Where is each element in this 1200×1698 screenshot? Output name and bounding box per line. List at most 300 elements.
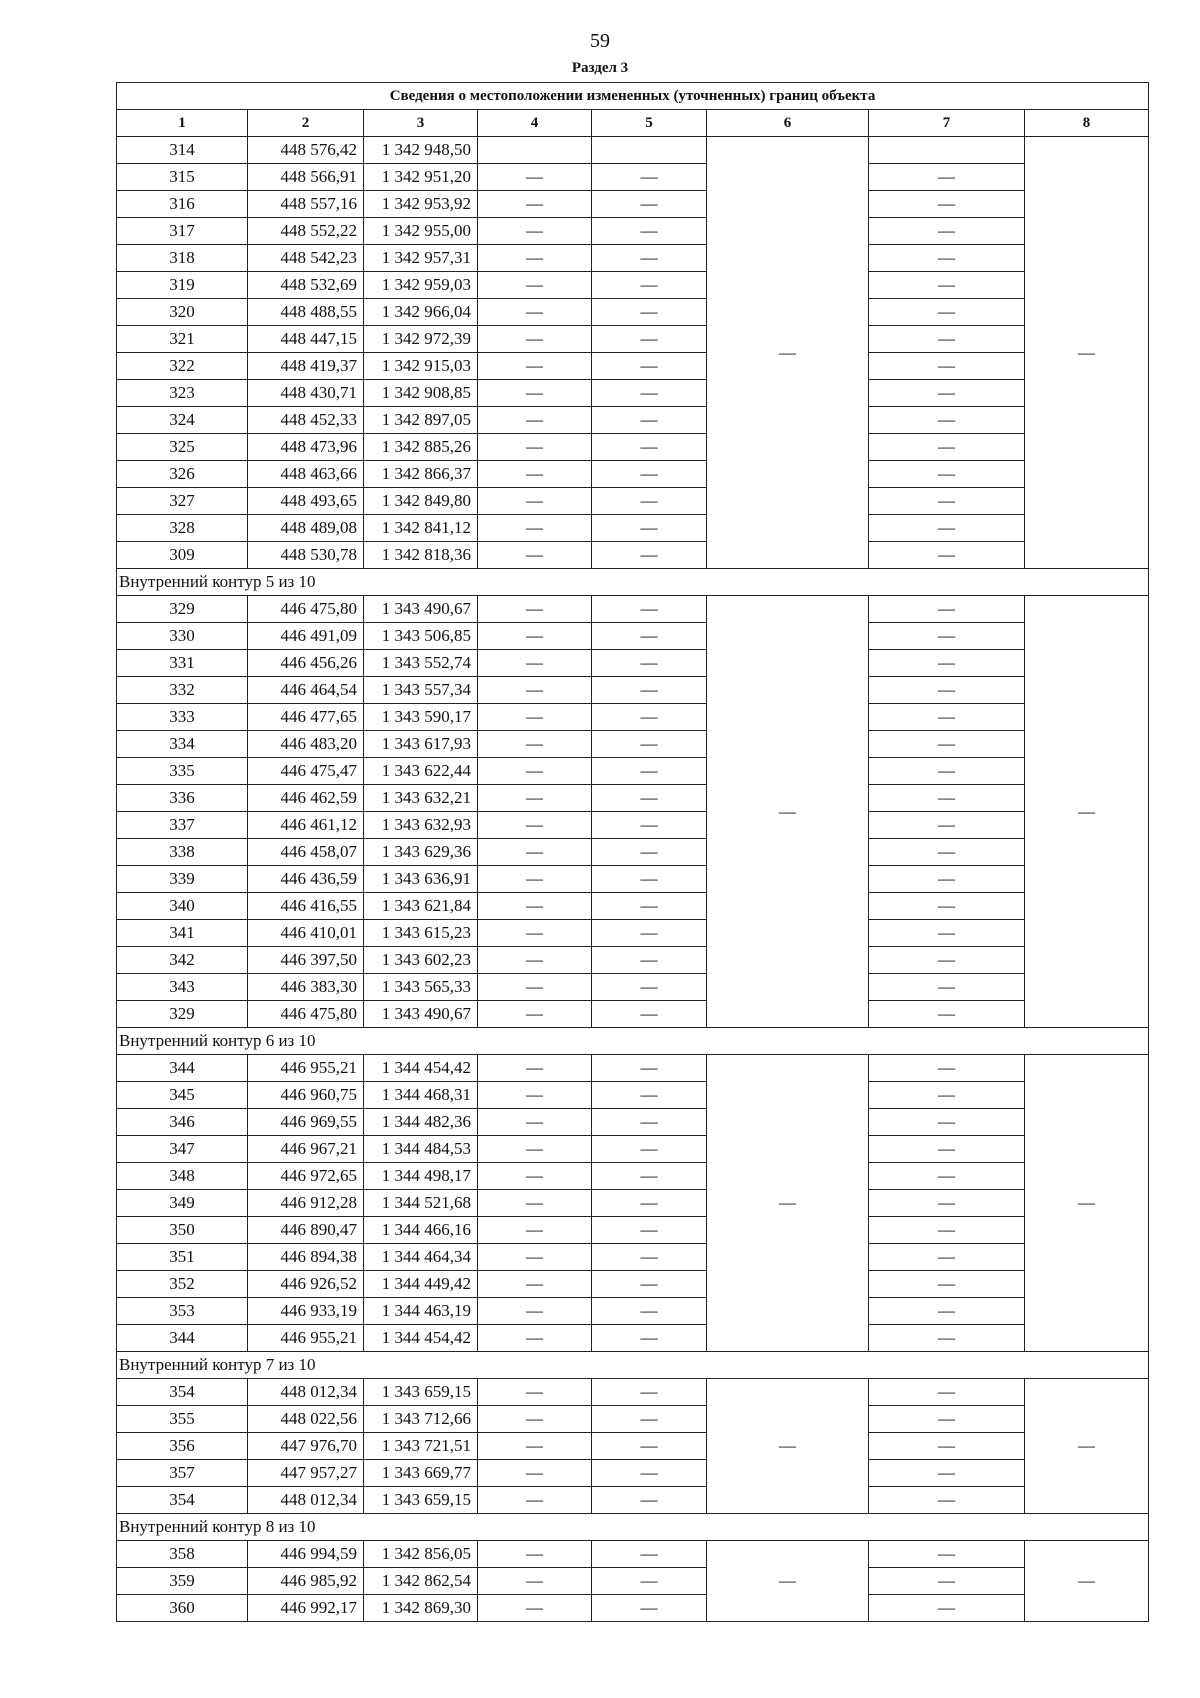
column-number: 2 bbox=[248, 110, 364, 137]
col4-cell: — bbox=[478, 1541, 592, 1568]
column-number-row bbox=[117, 110, 1149, 137]
col4-cell: — bbox=[478, 677, 592, 704]
col4-cell: — bbox=[478, 1163, 592, 1190]
y-coordinate-cell: 1 343 659,15 bbox=[364, 1379, 478, 1406]
col6-merged-cell: — bbox=[707, 137, 869, 569]
x-coordinate-cell: 448 452,33 bbox=[248, 407, 364, 434]
x-coordinate-cell: 448 557,16 bbox=[248, 191, 364, 218]
x-coordinate-cell: 446 960,75 bbox=[248, 1082, 364, 1109]
x-coordinate-cell: 448 566,91 bbox=[248, 164, 364, 191]
col5-cell: — bbox=[592, 1271, 707, 1298]
col7-cell: — bbox=[869, 1541, 1025, 1568]
y-coordinate-cell: 1 342 957,31 bbox=[364, 245, 478, 272]
point-number-cell: 346 bbox=[117, 1109, 248, 1136]
y-coordinate-cell: 1 343 632,21 bbox=[364, 785, 478, 812]
col4-cell: — bbox=[478, 1406, 592, 1433]
table-row bbox=[117, 434, 1149, 461]
table-caption: Сведения о местоположении измененных (уточненных) границ объекта bbox=[117, 83, 1149, 110]
point-number-cell: 335 bbox=[117, 758, 248, 785]
y-coordinate-cell: 1 344 449,42 bbox=[364, 1271, 478, 1298]
y-coordinate-cell: 1 342 856,05 bbox=[364, 1541, 478, 1568]
point-number-cell: 328 bbox=[117, 515, 248, 542]
col4-cell: — bbox=[478, 299, 592, 326]
table-body bbox=[117, 137, 1149, 1622]
col5-cell: — bbox=[592, 1325, 707, 1352]
x-coordinate-cell: 448 530,78 bbox=[248, 542, 364, 569]
col4-cell: — bbox=[478, 947, 592, 974]
point-number-cell: 353 bbox=[117, 1298, 248, 1325]
col4-cell: — bbox=[478, 731, 592, 758]
y-coordinate-cell: 1 343 552,74 bbox=[364, 650, 478, 677]
col5-cell: — bbox=[592, 947, 707, 974]
y-coordinate-cell: 1 342 951,20 bbox=[364, 164, 478, 191]
col4-cell: — bbox=[478, 1325, 592, 1352]
col5-cell: — bbox=[592, 596, 707, 623]
col4-cell: — bbox=[478, 164, 592, 191]
point-number-cell: 309 bbox=[117, 542, 248, 569]
table-row bbox=[117, 596, 1149, 623]
y-coordinate-cell: 1 343 565,33 bbox=[364, 974, 478, 1001]
table-row bbox=[117, 1271, 1149, 1298]
point-number-cell: 339 bbox=[117, 866, 248, 893]
col5-cell: — bbox=[592, 191, 707, 218]
col7-cell: — bbox=[869, 1595, 1025, 1622]
col4-cell: — bbox=[478, 272, 592, 299]
col7-cell: — bbox=[869, 974, 1025, 1001]
table-row bbox=[117, 974, 1149, 1001]
col5-cell: — bbox=[592, 650, 707, 677]
table-row bbox=[117, 515, 1149, 542]
y-coordinate-cell: 1 342 862,54 bbox=[364, 1568, 478, 1595]
y-coordinate-cell: 1 344 454,42 bbox=[364, 1055, 478, 1082]
col4-cell: — bbox=[478, 758, 592, 785]
col4-cell: — bbox=[478, 1082, 592, 1109]
col7-cell: — bbox=[869, 704, 1025, 731]
col5-cell: — bbox=[592, 1487, 707, 1514]
col8-merged-cell: — bbox=[1025, 1541, 1149, 1622]
col5-cell: — bbox=[592, 1568, 707, 1595]
col5-cell: — bbox=[592, 623, 707, 650]
column-number: 1 bbox=[117, 110, 248, 137]
y-coordinate-cell: 1 343 602,23 bbox=[364, 947, 478, 974]
y-coordinate-cell: 1 344 463,19 bbox=[364, 1298, 478, 1325]
point-number-cell: 321 bbox=[117, 326, 248, 353]
col4-cell: — bbox=[478, 461, 592, 488]
contour-label: Внутренний контур 5 из 10 bbox=[117, 569, 1149, 596]
col5-cell: — bbox=[592, 1109, 707, 1136]
table-row bbox=[117, 1109, 1149, 1136]
col7-cell: — bbox=[869, 1298, 1025, 1325]
col7-cell: — bbox=[869, 812, 1025, 839]
col4-cell: — bbox=[478, 218, 592, 245]
table-row bbox=[117, 218, 1149, 245]
table-row bbox=[117, 1541, 1149, 1568]
table-row bbox=[117, 1487, 1149, 1514]
point-number-cell: 317 bbox=[117, 218, 248, 245]
col7-cell: — bbox=[869, 191, 1025, 218]
table-row bbox=[117, 164, 1149, 191]
col5-cell: — bbox=[592, 1244, 707, 1271]
col7-cell: — bbox=[869, 1001, 1025, 1028]
y-coordinate-cell: 1 344 521,68 bbox=[364, 1190, 478, 1217]
table-row bbox=[117, 542, 1149, 569]
point-number-cell: 343 bbox=[117, 974, 248, 1001]
point-number-cell: 324 bbox=[117, 407, 248, 434]
col4-cell: — bbox=[478, 1487, 592, 1514]
point-number-cell: 333 bbox=[117, 704, 248, 731]
table-row bbox=[117, 488, 1149, 515]
col7-cell: — bbox=[869, 1136, 1025, 1163]
col7-cell: — bbox=[869, 1379, 1025, 1406]
col5-cell: — bbox=[592, 758, 707, 785]
x-coordinate-cell: 446 464,54 bbox=[248, 677, 364, 704]
page-number: 59 bbox=[590, 30, 610, 52]
x-coordinate-cell: 447 957,27 bbox=[248, 1460, 364, 1487]
col4-cell: — bbox=[478, 407, 592, 434]
col4-cell: — bbox=[478, 1298, 592, 1325]
col4-cell: — bbox=[478, 515, 592, 542]
col4-cell: — bbox=[478, 785, 592, 812]
x-coordinate-cell: 448 576,42 bbox=[248, 137, 364, 164]
col5-cell: — bbox=[592, 677, 707, 704]
col4-cell: — bbox=[478, 623, 592, 650]
x-coordinate-cell: 448 532,69 bbox=[248, 272, 364, 299]
col7-cell: — bbox=[869, 1055, 1025, 1082]
table-row bbox=[117, 677, 1149, 704]
col5-cell: — bbox=[592, 542, 707, 569]
col4-cell: — bbox=[478, 1244, 592, 1271]
col4-cell: — bbox=[478, 380, 592, 407]
col7-cell: — bbox=[869, 650, 1025, 677]
col7-cell: — bbox=[869, 893, 1025, 920]
y-coordinate-cell: 1 343 621,84 bbox=[364, 893, 478, 920]
point-number-cell: 357 bbox=[117, 1460, 248, 1487]
point-number-cell: 340 bbox=[117, 893, 248, 920]
col7-cell: — bbox=[869, 596, 1025, 623]
col7-cell: — bbox=[869, 785, 1025, 812]
col5-cell: — bbox=[592, 812, 707, 839]
col7-cell: — bbox=[869, 920, 1025, 947]
y-coordinate-cell: 1 342 915,03 bbox=[364, 353, 478, 380]
x-coordinate-cell: 446 969,55 bbox=[248, 1109, 364, 1136]
point-number-cell: 351 bbox=[117, 1244, 248, 1271]
x-coordinate-cell: 446 933,19 bbox=[248, 1298, 364, 1325]
point-number-cell: 354 bbox=[117, 1379, 248, 1406]
x-coordinate-cell: 448 489,08 bbox=[248, 515, 364, 542]
contour-label: Внутренний контур 7 из 10 bbox=[117, 1352, 1149, 1379]
col5-cell: — bbox=[592, 893, 707, 920]
point-number-cell: 349 bbox=[117, 1190, 248, 1217]
col7-cell: — bbox=[869, 1082, 1025, 1109]
col7-cell: — bbox=[869, 1271, 1025, 1298]
x-coordinate-cell: 446 912,28 bbox=[248, 1190, 364, 1217]
table-row bbox=[117, 461, 1149, 488]
y-coordinate-cell: 1 343 617,93 bbox=[364, 731, 478, 758]
y-coordinate-cell: 1 343 615,23 bbox=[364, 920, 478, 947]
point-number-cell: 338 bbox=[117, 839, 248, 866]
col5-cell: — bbox=[592, 704, 707, 731]
col5-cell: — bbox=[592, 245, 707, 272]
y-coordinate-cell: 1 343 557,34 bbox=[364, 677, 478, 704]
col4-cell: — bbox=[478, 596, 592, 623]
col5-cell: — bbox=[592, 461, 707, 488]
point-number-cell: 352 bbox=[117, 1271, 248, 1298]
x-coordinate-cell: 446 926,52 bbox=[248, 1271, 364, 1298]
col5-cell: — bbox=[592, 1082, 707, 1109]
y-coordinate-cell: 1 343 590,17 bbox=[364, 704, 478, 731]
col7-cell: — bbox=[869, 758, 1025, 785]
point-number-cell: 336 bbox=[117, 785, 248, 812]
y-coordinate-cell: 1 344 454,42 bbox=[364, 1325, 478, 1352]
table-row bbox=[117, 1244, 1149, 1271]
table-row bbox=[117, 704, 1149, 731]
table-row bbox=[117, 650, 1149, 677]
col7-cell: — bbox=[869, 1244, 1025, 1271]
x-coordinate-cell: 448 012,34 bbox=[248, 1487, 364, 1514]
point-number-cell: 330 bbox=[117, 623, 248, 650]
col7-cell: — bbox=[869, 1433, 1025, 1460]
col7-cell: — bbox=[869, 461, 1025, 488]
col7-cell: — bbox=[869, 380, 1025, 407]
x-coordinate-cell: 446 410,01 bbox=[248, 920, 364, 947]
col4-cell: — bbox=[478, 1109, 592, 1136]
point-number-cell: 347 bbox=[117, 1136, 248, 1163]
table-row bbox=[117, 623, 1149, 650]
col5-cell: — bbox=[592, 1298, 707, 1325]
table-row bbox=[117, 407, 1149, 434]
table-row bbox=[117, 1082, 1149, 1109]
y-coordinate-cell: 1 342 908,85 bbox=[364, 380, 478, 407]
col5-cell: — bbox=[592, 920, 707, 947]
table-row bbox=[117, 758, 1149, 785]
col4-cell: — bbox=[478, 812, 592, 839]
col5-cell: — bbox=[592, 1190, 707, 1217]
x-coordinate-cell: 448 430,71 bbox=[248, 380, 364, 407]
table-row bbox=[117, 893, 1149, 920]
point-number-cell: 316 bbox=[117, 191, 248, 218]
table-row bbox=[117, 785, 1149, 812]
table-row bbox=[117, 1595, 1149, 1622]
col4-cell: — bbox=[478, 893, 592, 920]
table-caption-row bbox=[117, 83, 1149, 110]
y-coordinate-cell: 1 343 490,67 bbox=[364, 596, 478, 623]
col6-merged-cell: — bbox=[707, 1379, 869, 1514]
table-row bbox=[117, 866, 1149, 893]
col7-cell: — bbox=[869, 1163, 1025, 1190]
col4-cell: — bbox=[478, 1568, 592, 1595]
col8-merged-cell: — bbox=[1025, 1379, 1149, 1514]
col4-cell: — bbox=[478, 1433, 592, 1460]
x-coordinate-cell: 448 542,23 bbox=[248, 245, 364, 272]
point-number-cell: 315 bbox=[117, 164, 248, 191]
y-coordinate-cell: 1 343 721,51 bbox=[364, 1433, 478, 1460]
x-coordinate-cell: 446 383,30 bbox=[248, 974, 364, 1001]
table-row bbox=[117, 1406, 1149, 1433]
col5-cell: — bbox=[592, 1217, 707, 1244]
point-number-cell: 359 bbox=[117, 1568, 248, 1595]
col7-cell: — bbox=[869, 326, 1025, 353]
table-row bbox=[117, 1460, 1149, 1487]
col4-cell: — bbox=[478, 434, 592, 461]
table-row bbox=[117, 1325, 1149, 1352]
col5-cell: — bbox=[592, 164, 707, 191]
y-coordinate-cell: 1 342 897,05 bbox=[364, 407, 478, 434]
table-row bbox=[117, 947, 1149, 974]
y-coordinate-cell: 1 343 622,44 bbox=[364, 758, 478, 785]
point-number-cell: 325 bbox=[117, 434, 248, 461]
x-coordinate-cell: 446 491,09 bbox=[248, 623, 364, 650]
col7-cell: — bbox=[869, 434, 1025, 461]
col4-cell bbox=[478, 137, 592, 164]
col4-cell: — bbox=[478, 1136, 592, 1163]
point-number-cell: 331 bbox=[117, 650, 248, 677]
table-row bbox=[117, 839, 1149, 866]
point-number-cell: 327 bbox=[117, 488, 248, 515]
contour-label-row bbox=[117, 1028, 1149, 1055]
x-coordinate-cell: 446 972,65 bbox=[248, 1163, 364, 1190]
col5-cell: — bbox=[592, 731, 707, 758]
point-number-cell: 360 bbox=[117, 1595, 248, 1622]
point-number-cell: 329 bbox=[117, 596, 248, 623]
point-number-cell: 344 bbox=[117, 1325, 248, 1352]
col4-cell: — bbox=[478, 1217, 592, 1244]
col5-cell: — bbox=[592, 1379, 707, 1406]
x-coordinate-cell: 448 552,22 bbox=[248, 218, 364, 245]
x-coordinate-cell: 446 436,59 bbox=[248, 866, 364, 893]
col4-cell: — bbox=[478, 866, 592, 893]
col7-cell: — bbox=[869, 542, 1025, 569]
y-coordinate-cell: 1 342 948,50 bbox=[364, 137, 478, 164]
y-coordinate-cell: 1 343 632,93 bbox=[364, 812, 478, 839]
col4-cell: — bbox=[478, 920, 592, 947]
y-coordinate-cell: 1 342 818,36 bbox=[364, 542, 478, 569]
col7-cell: — bbox=[869, 218, 1025, 245]
table-row bbox=[117, 1190, 1149, 1217]
x-coordinate-cell: 446 462,59 bbox=[248, 785, 364, 812]
col5-cell: — bbox=[592, 353, 707, 380]
point-number-cell: 332 bbox=[117, 677, 248, 704]
col5-cell: — bbox=[592, 299, 707, 326]
x-coordinate-cell: 446 992,17 bbox=[248, 1595, 364, 1622]
col7-cell: — bbox=[869, 515, 1025, 542]
table-row bbox=[117, 920, 1149, 947]
col7-cell: — bbox=[869, 488, 1025, 515]
x-coordinate-cell: 446 475,47 bbox=[248, 758, 364, 785]
x-coordinate-cell: 446 475,80 bbox=[248, 596, 364, 623]
x-coordinate-cell: 448 493,65 bbox=[248, 488, 364, 515]
x-coordinate-cell: 446 456,26 bbox=[248, 650, 364, 677]
column-number: 6 bbox=[707, 110, 869, 137]
col4-cell: — bbox=[478, 974, 592, 1001]
x-coordinate-cell: 446 955,21 bbox=[248, 1055, 364, 1082]
point-number-cell: 345 bbox=[117, 1082, 248, 1109]
y-coordinate-cell: 1 342 972,39 bbox=[364, 326, 478, 353]
col7-cell: — bbox=[869, 1406, 1025, 1433]
x-coordinate-cell: 447 976,70 bbox=[248, 1433, 364, 1460]
table-row bbox=[117, 353, 1149, 380]
x-coordinate-cell: 446 416,55 bbox=[248, 893, 364, 920]
col5-cell: — bbox=[592, 1055, 707, 1082]
point-number-cell: 337 bbox=[117, 812, 248, 839]
y-coordinate-cell: 1 342 849,80 bbox=[364, 488, 478, 515]
x-coordinate-cell: 448 022,56 bbox=[248, 1406, 364, 1433]
x-coordinate-cell: 446 458,07 bbox=[248, 839, 364, 866]
col4-cell: — bbox=[478, 1001, 592, 1028]
col5-cell: — bbox=[592, 380, 707, 407]
col5-cell bbox=[592, 137, 707, 164]
col4-cell: — bbox=[478, 1055, 592, 1082]
col7-cell: — bbox=[869, 1109, 1025, 1136]
col6-merged-cell: — bbox=[707, 1541, 869, 1622]
col4-cell: — bbox=[478, 1379, 592, 1406]
y-coordinate-cell: 1 343 506,85 bbox=[364, 623, 478, 650]
column-number: 4 bbox=[478, 110, 592, 137]
col5-cell: — bbox=[592, 1433, 707, 1460]
col5-cell: — bbox=[592, 326, 707, 353]
col7-cell: — bbox=[869, 1325, 1025, 1352]
y-coordinate-cell: 1 342 953,92 bbox=[364, 191, 478, 218]
y-coordinate-cell: 1 344 498,17 bbox=[364, 1163, 478, 1190]
x-coordinate-cell: 446 994,59 bbox=[248, 1541, 364, 1568]
x-coordinate-cell: 446 483,20 bbox=[248, 731, 364, 758]
col7-cell: — bbox=[869, 839, 1025, 866]
y-coordinate-cell: 1 342 841,12 bbox=[364, 515, 478, 542]
x-coordinate-cell: 446 477,65 bbox=[248, 704, 364, 731]
col7-cell: — bbox=[869, 245, 1025, 272]
x-coordinate-cell: 446 475,80 bbox=[248, 1001, 364, 1028]
col4-cell: — bbox=[478, 542, 592, 569]
contour-label-row bbox=[117, 1514, 1149, 1541]
column-number: 3 bbox=[364, 110, 478, 137]
col4-cell: — bbox=[478, 650, 592, 677]
col8-merged-cell: — bbox=[1025, 137, 1149, 569]
col5-cell: — bbox=[592, 1163, 707, 1190]
x-coordinate-cell: 448 012,34 bbox=[248, 1379, 364, 1406]
x-coordinate-cell: 448 488,55 bbox=[248, 299, 364, 326]
col7-cell: — bbox=[869, 623, 1025, 650]
col7-cell: — bbox=[869, 1568, 1025, 1595]
point-number-cell: 314 bbox=[117, 137, 248, 164]
y-coordinate-cell: 1 344 484,53 bbox=[364, 1136, 478, 1163]
table-row bbox=[117, 1298, 1149, 1325]
col4-cell: — bbox=[478, 1271, 592, 1298]
col6-merged-cell: — bbox=[707, 1055, 869, 1352]
point-number-cell: 354 bbox=[117, 1487, 248, 1514]
y-coordinate-cell: 1 344 482,36 bbox=[364, 1109, 478, 1136]
col7-cell: — bbox=[869, 1217, 1025, 1244]
table-row bbox=[117, 731, 1149, 758]
col4-cell: — bbox=[478, 1190, 592, 1217]
col5-cell: — bbox=[592, 1406, 707, 1433]
table-row bbox=[117, 1568, 1149, 1595]
col5-cell: — bbox=[592, 488, 707, 515]
point-number-cell: 323 bbox=[117, 380, 248, 407]
table-row bbox=[117, 812, 1149, 839]
col4-cell: — bbox=[478, 488, 592, 515]
coordinates-table bbox=[116, 82, 1149, 1622]
x-coordinate-cell: 448 419,37 bbox=[248, 353, 364, 380]
col5-cell: — bbox=[592, 218, 707, 245]
table-row bbox=[117, 1217, 1149, 1244]
contour-label: Внутренний контур 6 из 10 bbox=[117, 1028, 1149, 1055]
point-number-cell: 322 bbox=[117, 353, 248, 380]
point-number-cell: 358 bbox=[117, 1541, 248, 1568]
table-row bbox=[117, 137, 1149, 164]
x-coordinate-cell: 448 463,66 bbox=[248, 461, 364, 488]
y-coordinate-cell: 1 343 636,91 bbox=[364, 866, 478, 893]
col7-cell bbox=[869, 137, 1025, 164]
y-coordinate-cell: 1 344 468,31 bbox=[364, 1082, 478, 1109]
